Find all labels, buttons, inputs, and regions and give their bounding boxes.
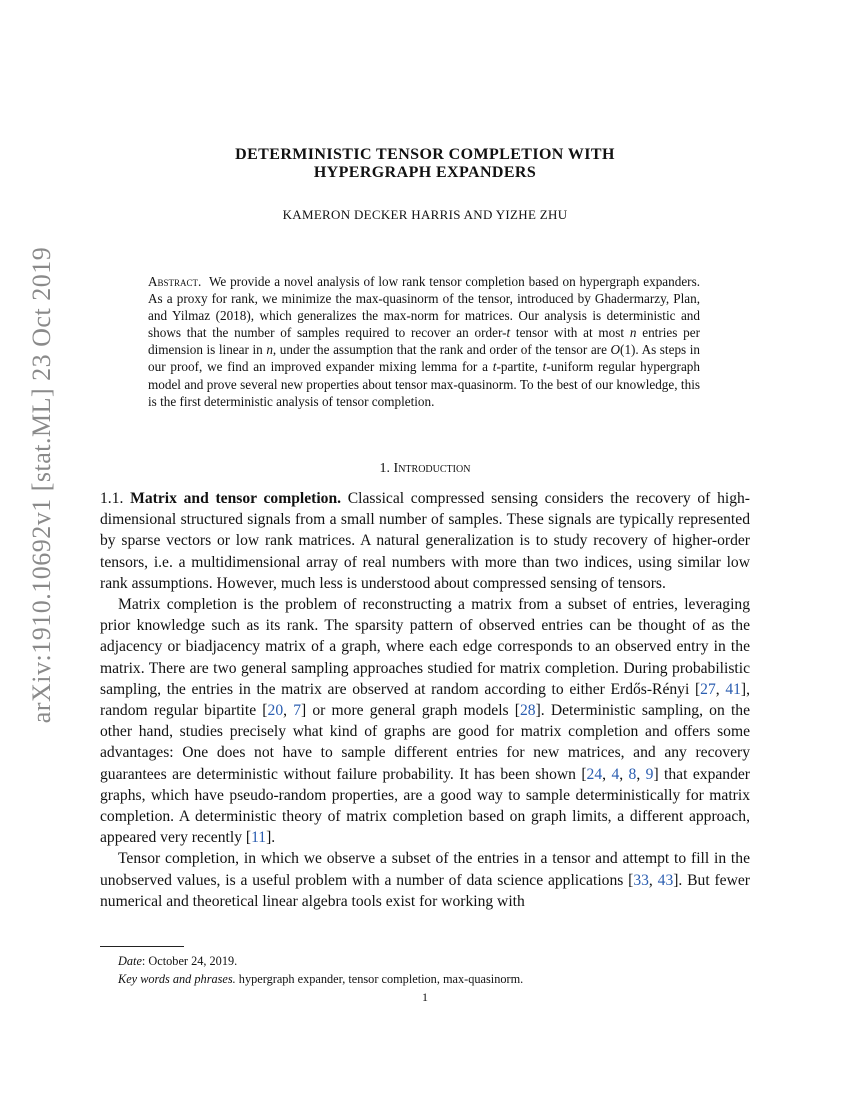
paper-authors: KAMERON DECKER HARRIS AND YIZHE ZHU	[282, 207, 568, 222]
abstract: Abstract. We provide a novel analysis of low rank tensor completion based on hypergraph expanders. As a proxy for rank, we minimize the max-quasinorm of the tensor, introduced by Ghadermarzy, Plan, and Yilmaz (2018), which generalizes the max-norm for matrices. Our analysis is deterministic and shows that the number of samples required to recover an order-t tensor with at most n entries per dimension is linear in n, under the assumption that the rank and order of the tensor are O(1). As steps in our proof, we find an improved expander mixing lemma for a t-partite, t-uniform regular hypergraph model and prove several new properties about tensor max-quasinorm. To the best of our knowledge, this is the first deterministic analysis of tensor completion.	[148, 274, 701, 409]
footnote-keywords: Key words and phrases. hypergraph expander, tensor completion, max-quasinorm.	[118, 972, 524, 986]
paragraph-3: Tensor completion, in which we observe a subset of the entries in a tensor and attempt to fill in the unobserved values, is a useful problem with a number of data science applications [33, 43]. But fewer numerical and theoretical linear algebra tools exist for working with	[100, 850, 750, 910]
page-number: 1	[422, 990, 428, 1004]
citation-link[interactable]: 28	[519, 702, 536, 720]
citation-link[interactable]: 11	[251, 829, 267, 847]
citation-link[interactable]: 9	[645, 765, 654, 783]
citation-link[interactable]: 20	[267, 702, 284, 720]
citation-link[interactable]: 43	[657, 871, 674, 889]
citation-link[interactable]: 41	[725, 680, 741, 698]
title-line-2: HYPERGRAPH EXPANDERS	[313, 164, 537, 181]
citation-link[interactable]: 27	[700, 680, 716, 698]
arxiv-identifier: arXiv:1910.10692v1 [stat.ML] 23 Oct 2019	[27, 246, 56, 724]
paragraph-1: 1.1. Matrix and tensor completion. Classical compressed sensing considers the recovery of high-dimensional structured signals from a small number of samples. These signals are typically represented by sparse vectors or low rank matrices. A natural generalization is to study recovery of higher-order tensors, i.e. a multidimensional array of real numbers with more than two indices, using similar low rank assumptions. However, much less is understood about compressed sensing of tensors.	[100, 490, 750, 592]
citation-link[interactable]: 24	[586, 765, 603, 783]
section-heading: 1. Introduction	[379, 461, 471, 476]
citation-link[interactable]: 33	[633, 871, 649, 889]
abstract-label: Abstract.	[148, 274, 202, 289]
citation-link[interactable]: 7	[293, 702, 301, 720]
citation-link[interactable]: 8	[628, 765, 637, 783]
footnote-rule	[100, 946, 184, 947]
title-line-1: DETERMINISTIC TENSOR COMPLETION WITH	[235, 146, 615, 163]
citation-link[interactable]: 4	[611, 765, 620, 783]
subsection-heading: Matrix and tensor completion.	[130, 490, 342, 507]
body-text	[100, 488, 750, 912]
arxiv-side-stamp	[22, 246, 62, 724]
paper-title	[100, 146, 750, 182]
footnote-date: Date: October 24, 2019.	[118, 954, 238, 968]
paragraph-2: Matrix completion is the problem of reconstructing a matrix from a subset of entries, leveraging prior knowledge such as its rank. The sparsity pattern of observed entries can be thought of as the adjacency or biadjacency matrix of a graph, where each edge corresponds to an observed entry in the matrix. There are two general sampling approaches studied for matrix completion. During probabilistic sampling, the entries in the matrix are observed at random according to either Erdős-Rényi [27, 41], random regular bipartite [20, 7] or more general graph models [28]. Deterministic sampling, on the other hand, studies precisely what kind of graphs are good for matrix completion and offers some advantages: One does not have to sample different entries for new matrices, and any recovery guarantees are deterministic without failure probability. It has been shown [24, 4, 8, 9] that expander graphs, which have pseudo-random properties, are a good way to sample deterministically for matrix completion. A deterministic theory of matrix completion based on graph limits, a different approach, appeared very recently [11].	[100, 596, 751, 847]
